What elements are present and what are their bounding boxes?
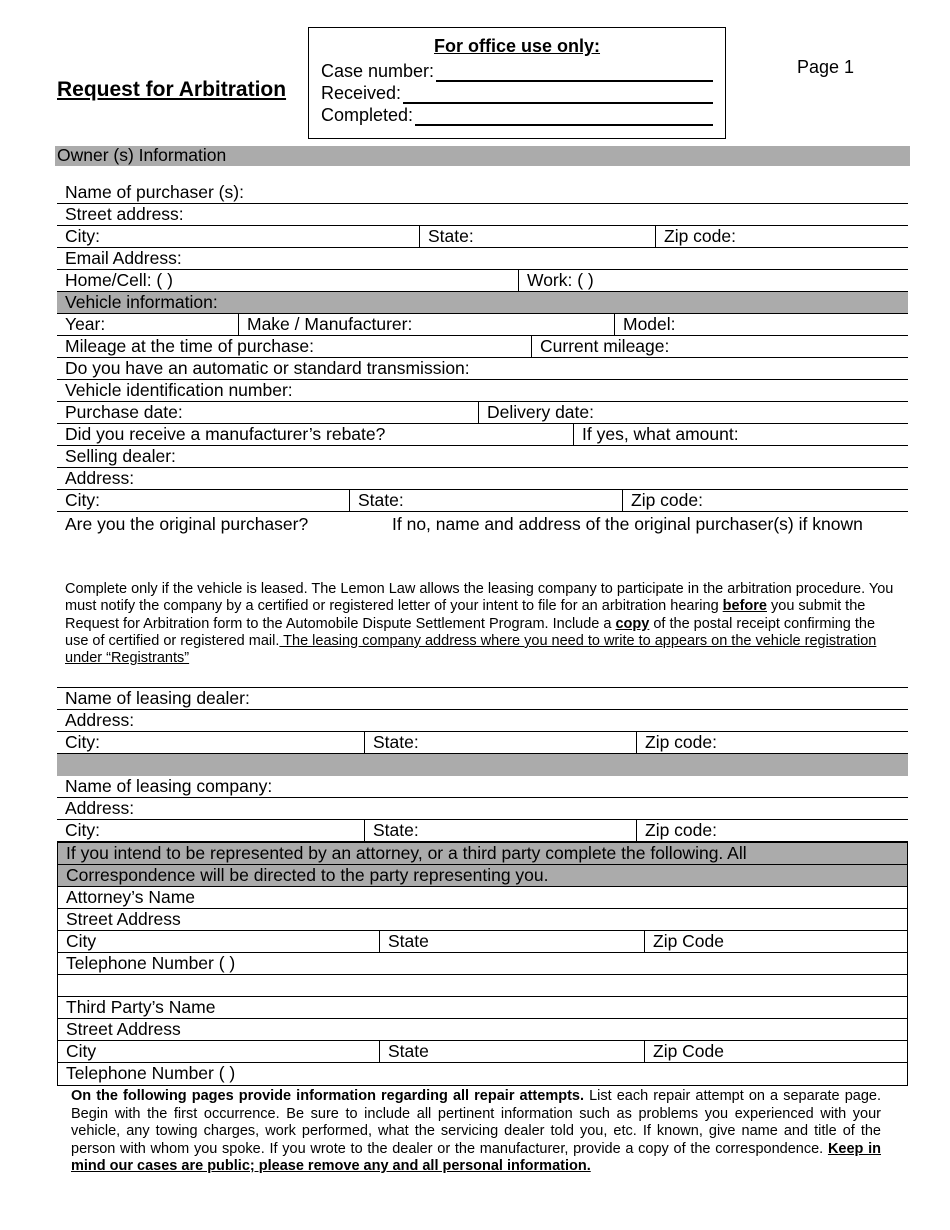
current-mileage-field[interactable]: Current mileage: bbox=[531, 336, 908, 357]
street-row[interactable] bbox=[57, 204, 908, 226]
lease-note-text-3: of the postal receipt confirming the use of certified or registered mail. bbox=[65, 615, 876, 649]
third-party-zip-field[interactable]: Zip Code bbox=[644, 1041, 907, 1062]
owner-city-row bbox=[57, 226, 908, 248]
street-label: Street address: bbox=[65, 204, 184, 224]
dealer-city-row bbox=[57, 490, 908, 512]
attorney-phone-row[interactable] bbox=[57, 953, 908, 975]
third-party-phone-row[interactable] bbox=[57, 1063, 908, 1086]
completed-field[interactable] bbox=[415, 110, 713, 126]
office-use-box bbox=[308, 27, 726, 139]
third-party-name-label: Third Party’s Name bbox=[66, 997, 216, 1017]
leasing-dealer-label: Name of leasing dealer: bbox=[65, 688, 250, 708]
owner-zip-field[interactable]: Zip code: bbox=[655, 226, 908, 247]
leasing-company-row[interactable] bbox=[57, 776, 908, 798]
year-row bbox=[57, 314, 908, 336]
third-party-name-row[interactable] bbox=[57, 997, 908, 1019]
attorney-street-label: Street Address bbox=[66, 909, 181, 929]
delivery-date-field[interactable]: Delivery date: bbox=[478, 402, 908, 423]
model-field[interactable]: Model: bbox=[614, 314, 908, 335]
vin-label: Vehicle identification number: bbox=[65, 380, 293, 400]
attorney-intro-row-2 bbox=[57, 865, 908, 887]
case-number-label: Case number: bbox=[321, 61, 435, 81]
owner-city-field[interactable]: City: bbox=[65, 226, 100, 246]
rebate-amount-field[interactable]: If yes, what amount: bbox=[573, 424, 908, 445]
third-party-state-field[interactable]: State bbox=[379, 1041, 644, 1062]
completed-label: Completed: bbox=[321, 105, 414, 125]
owner-section-title: Owner (s) Information bbox=[57, 145, 227, 165]
owner-section-band bbox=[55, 146, 910, 166]
dealer-address-label: Address: bbox=[65, 468, 135, 488]
leasing-dealer-city-row bbox=[57, 732, 908, 754]
dealer-state-field[interactable]: State: bbox=[349, 490, 622, 511]
leasing-separator-band bbox=[57, 754, 908, 776]
attorney-street-row[interactable] bbox=[57, 909, 908, 931]
dealer-zip-field[interactable]: Zip code: bbox=[622, 490, 908, 511]
leasing-dealer-city-field[interactable]: City: bbox=[65, 732, 100, 752]
dealer-city-field[interactable]: City: bbox=[65, 490, 100, 510]
received-line bbox=[321, 83, 713, 104]
third-party-street-row[interactable] bbox=[57, 1019, 908, 1041]
footer-emphasis: Keep in mind our cases are public; please remove any and all personal information. bbox=[71, 1140, 881, 1174]
footer-text: List each repair attempt on a separate page. Begin with the first occurrence. Be sure to include all pertinent information such as problems you experienced with your vehicle, any towing charges, work performed, what the servicing dealer told you, etc. If known, give name and title of the person with whom you spoke. If you wrote to the dealer or the manufacturer, provide a copy of the correspondence. bbox=[71, 1088, 881, 1157]
rebate-field[interactable]: Did you receive a manufacturer’s rebate? bbox=[65, 424, 386, 444]
leasing-company-address-row[interactable] bbox=[57, 798, 908, 820]
original-purchaser-question[interactable]: Are you the original purchaser? bbox=[65, 514, 309, 534]
attorney-city-row bbox=[57, 931, 908, 953]
vehicle-section-title: Vehicle information: bbox=[65, 292, 218, 312]
phone-row bbox=[57, 270, 908, 292]
received-label: Received: bbox=[321, 83, 402, 103]
leasing-company-city-field[interactable]: City: bbox=[65, 820, 100, 840]
case-number-line bbox=[321, 61, 713, 82]
leasing-dealer-zip-field[interactable]: Zip code: bbox=[636, 732, 908, 753]
original-purchaser-details[interactable]: If no, name and address of the original purchaser(s) if known bbox=[392, 514, 863, 534]
case-number-field[interactable] bbox=[436, 66, 713, 82]
dealer-label: Selling dealer: bbox=[65, 446, 176, 466]
attorney-zip-field[interactable]: Zip Code bbox=[644, 931, 907, 952]
lease-note-copy: copy bbox=[615, 615, 650, 632]
completed-line bbox=[321, 105, 713, 126]
dealer-row[interactable] bbox=[57, 446, 908, 468]
lease-note-text-1: Complete only if the vehicle is leased. The Lemon Law allows the leasing company to participate in the arbitration procedure. You must notify the company by a certified or registered letter of your intent to file for an arbitration hearing bbox=[65, 581, 894, 615]
office-use-heading: For office use only: bbox=[433, 36, 601, 56]
page-number: Page 1 bbox=[797, 57, 855, 77]
third-party-phone-label: Telephone Number ( ) bbox=[66, 1063, 236, 1083]
purchase-mileage-field[interactable]: Mileage at the time of purchase: bbox=[65, 336, 315, 356]
attorney-name-label: Attorney’s Name bbox=[66, 887, 196, 907]
leasing-company-address-label: Address: bbox=[65, 798, 135, 818]
third-party-street-label: Street Address bbox=[66, 1019, 181, 1039]
received-field[interactable] bbox=[403, 88, 713, 104]
email-label: Email Address: bbox=[65, 248, 182, 268]
owner-state-field[interactable]: State: bbox=[419, 226, 655, 247]
rebate-row bbox=[57, 424, 908, 446]
transmission-label: Do you have an automatic or standard transmission: bbox=[65, 358, 470, 378]
lease-note-text-4: The leasing company address where you need to write to appears on the vehicle registration under “Registrants” bbox=[65, 632, 877, 667]
attorney-city-field[interactable]: City bbox=[66, 931, 97, 951]
leasing-company-label: Name of leasing company: bbox=[65, 776, 273, 796]
lease-instructions bbox=[65, 581, 902, 667]
work-phone-field[interactable]: Work: ( ) bbox=[518, 270, 908, 291]
attorney-intro-row-1 bbox=[57, 842, 908, 865]
attorney-intro-text-2: Correspondence will be directed to the party representing you. bbox=[66, 865, 549, 885]
attorney-phone-label: Telephone Number ( ) bbox=[66, 953, 236, 973]
lease-note-before: before bbox=[722, 598, 767, 615]
leasing-dealer-address-row[interactable] bbox=[57, 710, 908, 732]
transmission-row[interactable] bbox=[57, 358, 908, 380]
attorney-intro-text-1: If you intend to be represented by an attorney, or a third party complete the following. All bbox=[66, 843, 747, 863]
repair-attempts-instructions bbox=[71, 1088, 881, 1176]
purchaser-label: Name of purchaser (s): bbox=[65, 182, 244, 202]
leasing-company-city-row bbox=[57, 820, 908, 842]
mileage-row bbox=[57, 336, 908, 358]
blank-separator-row bbox=[57, 975, 908, 997]
page-title: Request for Arbitration bbox=[57, 78, 287, 101]
leasing-dealer-address-label: Address: bbox=[65, 710, 135, 730]
dealer-address-row[interactable] bbox=[57, 468, 908, 490]
footer-bold-text: On the following pages provide information regarding all repair attempts. bbox=[71, 1088, 584, 1104]
leasing-dealer-state-field[interactable]: State: bbox=[364, 732, 636, 753]
leasing-dealer-row[interactable] bbox=[57, 687, 908, 710]
purchaser-row[interactable] bbox=[57, 182, 908, 204]
attorney-name-row[interactable] bbox=[57, 887, 908, 909]
home-phone-field[interactable]: Home/Cell: ( ) bbox=[65, 270, 173, 290]
lease-note-text-2: you submit the Request for Arbitration form to the Automobile Dispute Settlement Program. Include a bbox=[65, 598, 866, 632]
third-party-city-field[interactable]: City bbox=[66, 1041, 97, 1061]
third-party-city-row bbox=[57, 1041, 908, 1063]
vin-row[interactable] bbox=[57, 380, 908, 402]
vehicle-section-band bbox=[57, 292, 908, 314]
attorney-state-field[interactable]: State bbox=[379, 931, 644, 952]
leasing-company-state-field[interactable]: State: bbox=[364, 820, 636, 841]
dates-row bbox=[57, 402, 908, 424]
email-row[interactable] bbox=[57, 248, 908, 270]
year-field[interactable]: Year: bbox=[65, 314, 106, 334]
purchase-date-field[interactable]: Purchase date: bbox=[65, 402, 183, 422]
leasing-company-zip-field[interactable]: Zip code: bbox=[636, 820, 908, 841]
make-field[interactable]: Make / Manufacturer: bbox=[238, 314, 614, 335]
